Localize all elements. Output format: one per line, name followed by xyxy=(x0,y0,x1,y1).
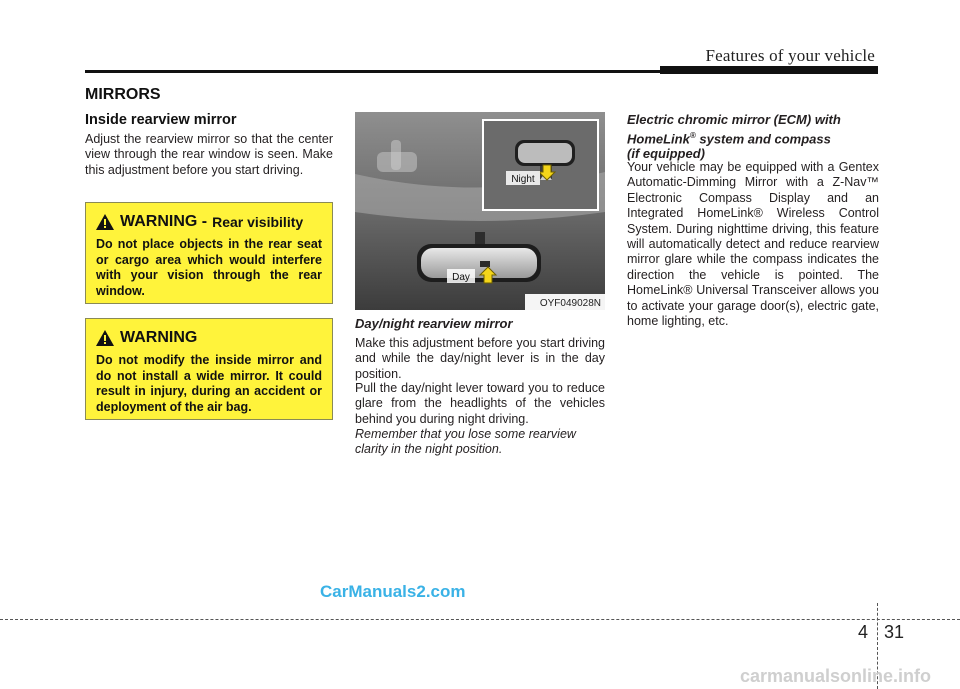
ecm-heading xyxy=(627,112,879,162)
running-header: Features of your vehicle xyxy=(705,46,875,65)
section-title: MIRRORS xyxy=(85,86,161,103)
warning-title-row xyxy=(96,213,322,231)
warning-triangle-icon xyxy=(96,330,114,346)
inside-mirror-body: Adjust the rearview mirror so that the center view through the rear window is seen. Make this adjustment before you start driving. xyxy=(85,132,333,177)
figure-code: OYF049028N xyxy=(539,298,601,309)
warning-box-rear-visibility xyxy=(85,202,333,304)
page-number: 31 xyxy=(884,622,905,642)
header-rule xyxy=(85,70,660,73)
chapter-number: 4 xyxy=(858,622,869,642)
warning-title-row xyxy=(96,329,322,347)
ecm-heading-part2: system and compass xyxy=(695,130,831,146)
warning-title: WARNING xyxy=(120,329,198,346)
day-night-paragraph-2: Pull the day/night lever toward you to reduce glare from the headlights of the vehicles behind you during night driving. xyxy=(355,381,605,426)
watermark-site: CarManuals2.com xyxy=(320,582,466,601)
warning-body: Do not modify the inside mirror and do not install a wide mirror. It could result in injury, during an accident or deployment of the air bag. xyxy=(96,353,322,414)
day-label: Day xyxy=(452,272,470,283)
ecm-body: Your vehicle may be equipped with a Gentex Automatic-Dimming Mirror with a Z-Nav™ Electronic Compass Display and an Integrated HomeLink® Wireless Control System. During nighttime driving, this feature will automatically detect and reduce rearview mirror glare while the compass indicates the direction the vehicle is pointed. The HomeLink® Universal Transceiver allows you to activate your garage door(s), electric gate, home lighting, etc. xyxy=(627,160,879,329)
ecm-heading-line3: (if equipped) xyxy=(627,146,705,162)
day-night-paragraph-1: Make this adjustment before you start driving and while the day/night lever is in the day position. xyxy=(355,336,605,381)
warning-triangle-icon xyxy=(96,214,114,230)
watermark-bottom: carmanualsonline.info xyxy=(740,666,932,686)
day-night-note: Remember that you lose some rearview clarity in the night position. xyxy=(355,427,576,457)
day-night-heading: Day/night rearview mirror xyxy=(355,316,513,331)
header-rule-accent xyxy=(660,66,878,74)
warning-subtitle: Rear visibility xyxy=(212,214,304,230)
warning-box-mirror-modification xyxy=(85,318,333,420)
footer-rule xyxy=(0,619,960,620)
inside-mirror-heading: Inside rearview mirror xyxy=(85,112,237,128)
rearview-mirror-figure xyxy=(355,112,605,310)
warning-body: Do not place objects in the rear seat or cargo area which would interfere with your vision through the rear window. xyxy=(96,237,322,298)
warning-title: WARNING - xyxy=(120,213,208,230)
night-label: Night xyxy=(511,174,535,185)
ecm-heading-part1: Electric chromic mirror (ECM) with HomeLink xyxy=(627,112,841,146)
ecm-heading-reg: ® xyxy=(689,130,696,140)
